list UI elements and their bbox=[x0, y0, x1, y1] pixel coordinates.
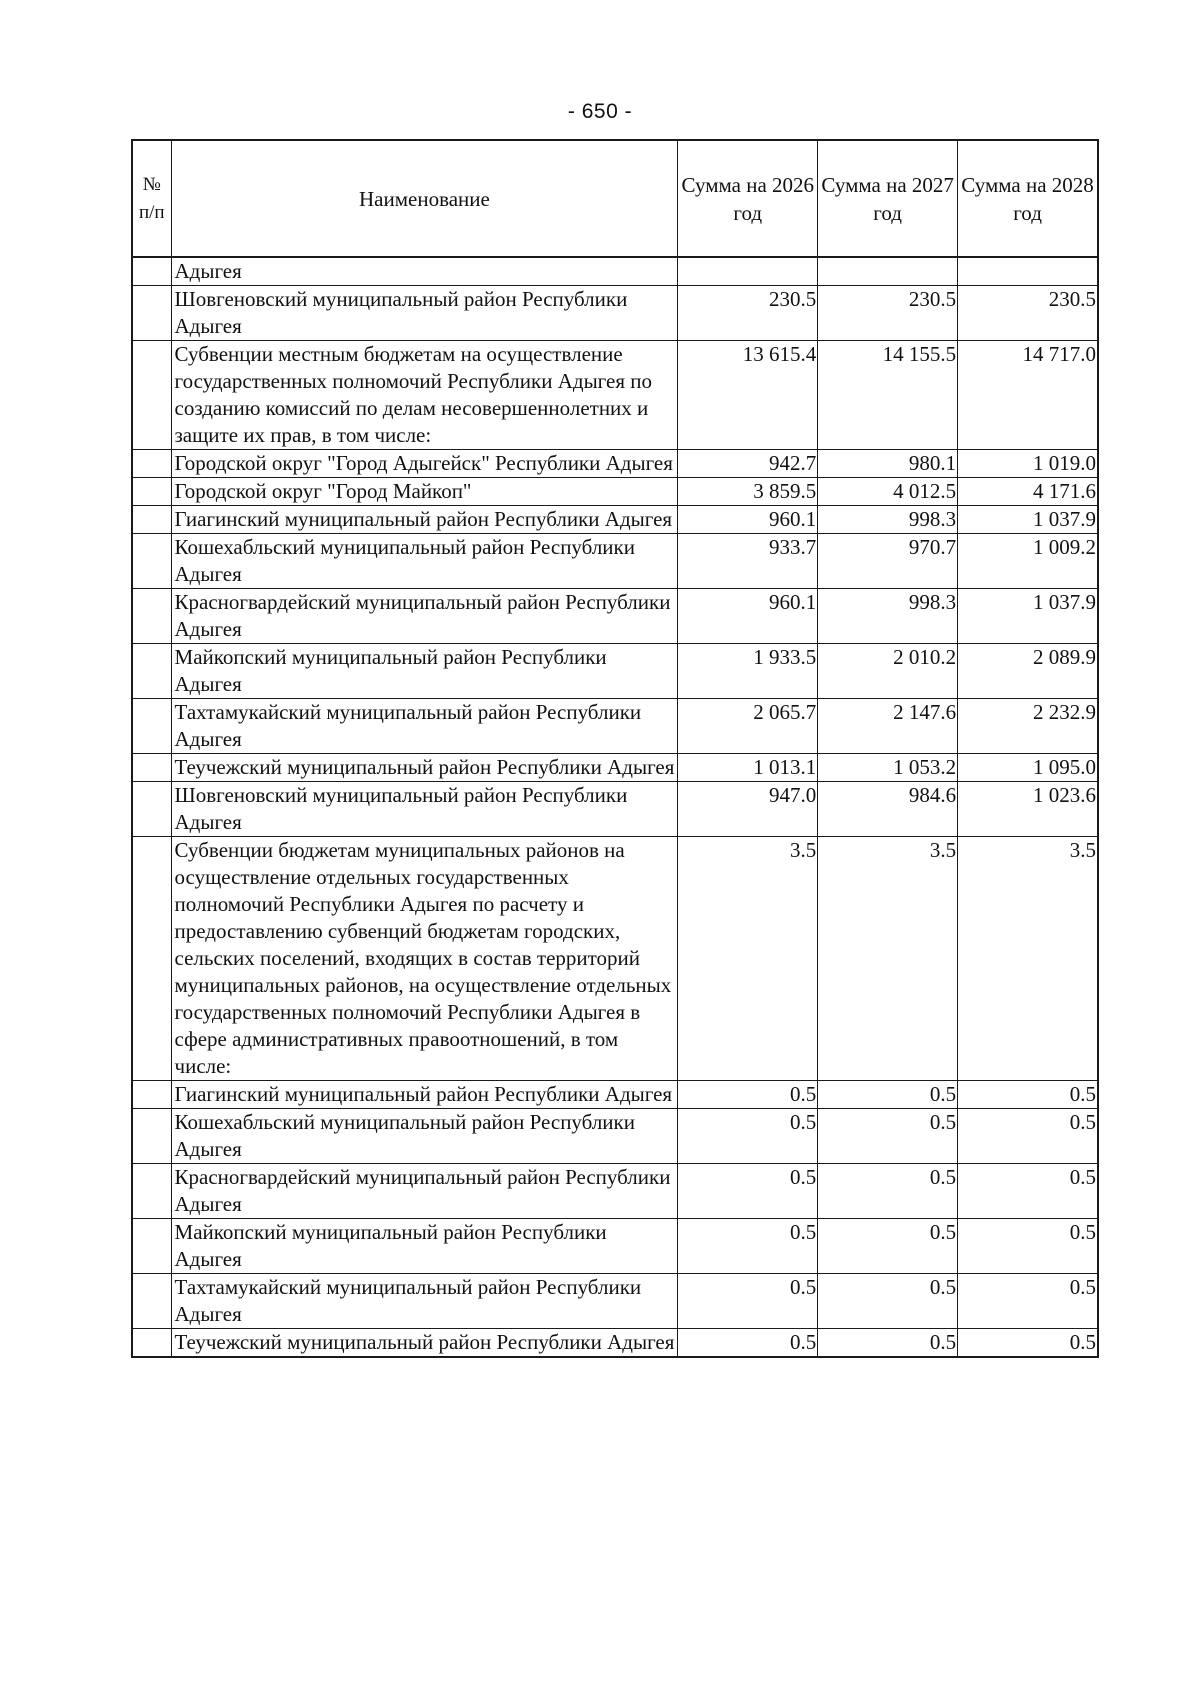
row-name-cell: Шовгеновский муниципальный район Республики Адыгея bbox=[171, 782, 678, 837]
sum-2028-cell: 1 019.0 bbox=[958, 450, 1098, 478]
row-number-cell bbox=[133, 699, 172, 754]
sum-2026-cell: 933.7 bbox=[678, 534, 818, 589]
sum-2028-cell: 14 717.0 bbox=[958, 341, 1098, 450]
sum-2027-cell: 4 012.5 bbox=[818, 478, 958, 506]
sum-2027-cell: 2 147.6 bbox=[818, 699, 958, 754]
table-header bbox=[133, 141, 1098, 258]
row-name-cell: Городской округ "Город Майкоп" bbox=[171, 478, 678, 506]
header-row bbox=[133, 141, 1098, 258]
budget-table bbox=[132, 140, 1098, 1357]
sum-2028-cell: 2 089.9 bbox=[958, 644, 1098, 699]
row-name-cell: Гиагинский муниципальный район Республики Адыгея bbox=[171, 506, 678, 534]
table-row bbox=[133, 506, 1098, 534]
row-name-cell: Тахтамукайский муниципальный район Республики Адыгея bbox=[171, 1274, 678, 1329]
row-name-cell: Красногвардейский муниципальный район Республики Адыгея bbox=[171, 589, 678, 644]
table-row bbox=[133, 1329, 1098, 1357]
sum-2027-cell: 0.5 bbox=[818, 1274, 958, 1329]
table-row bbox=[133, 257, 1098, 286]
sum-2026-cell: 947.0 bbox=[678, 782, 818, 837]
row-number-cell bbox=[133, 1081, 172, 1109]
table-row bbox=[133, 286, 1098, 341]
table-row bbox=[133, 782, 1098, 837]
row-name-cell: Кошехабльский муниципальный район Республики Адыгея bbox=[171, 534, 678, 589]
table-row bbox=[133, 754, 1098, 782]
sum-2027-cell: 230.5 bbox=[818, 286, 958, 341]
header-name: Наименование bbox=[171, 141, 678, 258]
row-number-cell bbox=[133, 589, 172, 644]
sum-2028-cell: 1 023.6 bbox=[958, 782, 1098, 837]
sum-2027-cell: 970.7 bbox=[818, 534, 958, 589]
sum-2028-cell bbox=[958, 257, 1098, 286]
row-number-cell bbox=[133, 506, 172, 534]
sum-2028-cell: 2 232.9 bbox=[958, 699, 1098, 754]
row-name-cell: Теучежский муниципальный район Республики Адыгея bbox=[171, 754, 678, 782]
row-number-cell bbox=[133, 1219, 172, 1274]
sum-2026-cell: 3 859.5 bbox=[678, 478, 818, 506]
table-row bbox=[133, 1081, 1098, 1109]
table-row bbox=[133, 534, 1098, 589]
row-name-cell: Кошехабльский муниципальный район Республики Адыгея bbox=[171, 1109, 678, 1164]
header-sum-2026: Сумма на 2026 год bbox=[678, 141, 818, 258]
table-row bbox=[133, 341, 1098, 450]
sum-2027-cell: 1 053.2 bbox=[818, 754, 958, 782]
table-row bbox=[133, 644, 1098, 699]
sum-2026-cell: 960.1 bbox=[678, 589, 818, 644]
row-name-cell: Адыгея bbox=[171, 257, 678, 286]
sum-2027-cell: 14 155.5 bbox=[818, 341, 958, 450]
row-name-cell: Шовгеновский муниципальный район Республики Адыгея bbox=[171, 286, 678, 341]
sum-2028-cell: 1 037.9 bbox=[958, 506, 1098, 534]
sum-2028-cell: 0.5 bbox=[958, 1081, 1098, 1109]
table-row bbox=[133, 837, 1098, 1081]
row-number-cell bbox=[133, 782, 172, 837]
row-name-cell: Субвенции местным бюджетам на осуществление государственных полномочий Республики Адыгея по созданию комиссий по делам несовершеннолетних и защите их прав, в том числе: bbox=[171, 341, 678, 450]
page-number: - 650 - bbox=[567, 100, 633, 123]
row-number-cell bbox=[133, 1329, 172, 1357]
sum-2026-cell: 1 933.5 bbox=[678, 644, 818, 699]
table-row bbox=[133, 450, 1098, 478]
row-number-cell bbox=[133, 754, 172, 782]
sum-2026-cell bbox=[678, 257, 818, 286]
row-name-cell: Майкопский муниципальный район Республики Адыгея bbox=[171, 644, 678, 699]
sum-2026-cell: 13 615.4 bbox=[678, 341, 818, 450]
sum-2026-cell: 230.5 bbox=[678, 286, 818, 341]
row-number-cell bbox=[133, 534, 172, 589]
sum-2027-cell: 998.3 bbox=[818, 589, 958, 644]
row-number-cell bbox=[133, 257, 172, 286]
row-number-cell bbox=[133, 286, 172, 341]
sum-2027-cell: 0.5 bbox=[818, 1081, 958, 1109]
row-name-cell: Городской округ "Город Адыгейск" Республики Адыгея bbox=[171, 450, 678, 478]
row-name-cell: Гиагинский муниципальный район Республики Адыгея bbox=[171, 1081, 678, 1109]
table-body bbox=[133, 257, 1098, 1357]
row-number-cell bbox=[133, 450, 172, 478]
sum-2026-cell: 0.5 bbox=[678, 1329, 818, 1357]
row-name-cell: Красногвардейский муниципальный район Республики Адыгея bbox=[171, 1164, 678, 1219]
sum-2028-cell: 0.5 bbox=[958, 1164, 1098, 1219]
sum-2026-cell: 942.7 bbox=[678, 450, 818, 478]
sum-2028-cell: 1 095.0 bbox=[958, 754, 1098, 782]
row-number-cell bbox=[133, 1164, 172, 1219]
row-number-cell bbox=[133, 478, 172, 506]
sum-2027-cell: 998.3 bbox=[818, 506, 958, 534]
sum-2027-cell: 0.5 bbox=[818, 1164, 958, 1219]
sum-2028-cell: 230.5 bbox=[958, 286, 1098, 341]
sum-2026-cell: 1 013.1 bbox=[678, 754, 818, 782]
row-name-cell: Майкопский муниципальный район Республики Адыгея bbox=[171, 1219, 678, 1274]
sum-2028-cell: 4 171.6 bbox=[958, 478, 1098, 506]
sum-2027-cell bbox=[818, 257, 958, 286]
table-row bbox=[133, 699, 1098, 754]
table-row bbox=[133, 1274, 1098, 1329]
sum-2028-cell: 0.5 bbox=[958, 1109, 1098, 1164]
header-sum-2027: Сумма на 2027 год bbox=[818, 141, 958, 258]
sum-2027-cell: 984.6 bbox=[818, 782, 958, 837]
sum-2027-cell: 0.5 bbox=[818, 1329, 958, 1357]
sum-2027-cell: 980.1 bbox=[818, 450, 958, 478]
sum-2028-cell: 0.5 bbox=[958, 1329, 1098, 1357]
row-number-cell bbox=[133, 341, 172, 450]
table-row bbox=[133, 478, 1098, 506]
sum-2027-cell: 2 010.2 bbox=[818, 644, 958, 699]
header-number: № п/п bbox=[133, 141, 172, 258]
sum-2026-cell: 0.5 bbox=[678, 1081, 818, 1109]
table-row bbox=[133, 1164, 1098, 1219]
sum-2026-cell: 2 065.7 bbox=[678, 699, 818, 754]
sum-2026-cell: 0.5 bbox=[678, 1164, 818, 1219]
row-number-cell bbox=[133, 1274, 172, 1329]
table-row bbox=[133, 589, 1098, 644]
sum-2026-cell: 960.1 bbox=[678, 506, 818, 534]
row-name-cell: Теучежский муниципальный район Республики Адыгея bbox=[171, 1329, 678, 1357]
sum-2027-cell: 0.5 bbox=[818, 1109, 958, 1164]
sum-2026-cell: 0.5 bbox=[678, 1274, 818, 1329]
sum-2026-cell: 3.5 bbox=[678, 837, 818, 1081]
sum-2026-cell: 0.5 bbox=[678, 1219, 818, 1274]
table-row bbox=[133, 1109, 1098, 1164]
header-sum-2028: Сумма на 2028 год bbox=[958, 141, 1098, 258]
sum-2027-cell: 0.5 bbox=[818, 1219, 958, 1274]
sum-2028-cell: 3.5 bbox=[958, 837, 1098, 1081]
sum-2028-cell: 0.5 bbox=[958, 1219, 1098, 1274]
sum-2026-cell: 0.5 bbox=[678, 1109, 818, 1164]
row-number-cell bbox=[133, 837, 172, 1081]
sum-2028-cell: 1 009.2 bbox=[958, 534, 1098, 589]
row-name-cell: Тахтамукайский муниципальный район Республики Адыгея bbox=[171, 699, 678, 754]
sum-2028-cell: 1 037.9 bbox=[958, 589, 1098, 644]
table-row bbox=[133, 1219, 1098, 1274]
sum-2027-cell: 3.5 bbox=[818, 837, 958, 1081]
sum-2028-cell: 0.5 bbox=[958, 1274, 1098, 1329]
row-number-cell bbox=[133, 644, 172, 699]
row-number-cell bbox=[133, 1109, 172, 1164]
row-name-cell: Субвенции бюджетам муниципальных районов на осуществление отдельных государственных полномочий Республики Адыгея по расчету и предоставлению субвенций бюджетам городских, сельских поселений, входящих в состав территорий муниципальных районов, на осуществление отдельных государственных полномочий Республики Адыгея в сфере административных правоотношений, в том числе: bbox=[171, 837, 678, 1081]
